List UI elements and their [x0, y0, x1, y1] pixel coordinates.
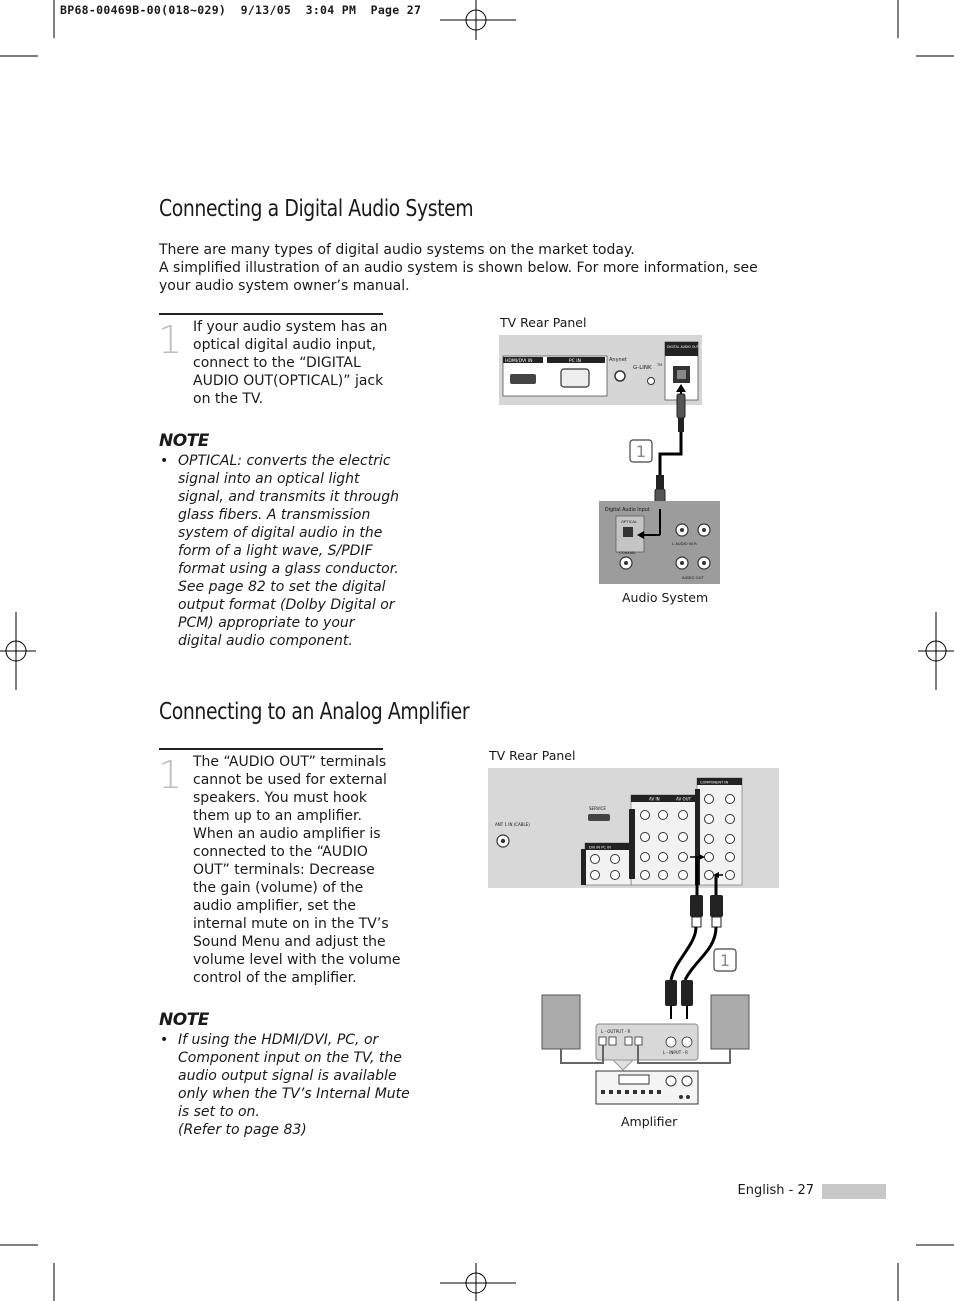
- note-title: NOTE: [159, 1010, 209, 1030]
- step-line: Sound Menu and adjust the: [193, 934, 386, 950]
- note-line: signal into an optical light: [178, 471, 360, 487]
- optical-plug-tv: [677, 394, 685, 418]
- step-line: speakers. You must hook: [193, 790, 367, 806]
- callout-number: 1: [635, 442, 647, 461]
- page-number: English - 27: [737, 1183, 814, 1198]
- note-line: signal, and transmits it through: [178, 489, 399, 505]
- step-line: volume level with the volume: [193, 952, 401, 968]
- step-line: control of the amplifier.: [193, 970, 357, 986]
- note-line: form of a light wave, S/PDIF: [178, 543, 373, 559]
- note-line: Component input on the TV, the: [178, 1050, 402, 1066]
- anynet-jack: [615, 371, 625, 381]
- note-line: (Refer to page 83): [178, 1122, 307, 1138]
- note-text: [178, 452, 399, 650]
- coaxial-label: COAXIAL: [619, 550, 636, 555]
- rca-plug-left: [690, 895, 703, 917]
- note-line: audio output signal is available: [178, 1068, 397, 1084]
- step-line: internal mute on in the TV’s: [193, 916, 389, 932]
- ant-label: ANT 1 IN (CABLE): [495, 822, 530, 827]
- optical-label: OPTICAL: [621, 519, 638, 524]
- component-in-label: COMPONENT IN: [700, 780, 729, 785]
- speaker-left: [542, 995, 580, 1049]
- note-line: system of digital audio in the: [178, 525, 383, 541]
- note-line: format using a glass conductor.: [178, 561, 399, 577]
- step-line: OUT” terminals: Decrease: [193, 862, 375, 878]
- av-out-label: AV OUT: [676, 796, 692, 802]
- step-line: connected to the “AUDIO: [193, 844, 368, 860]
- step-line: audio amplifier, set the: [193, 898, 357, 914]
- note-text: [178, 1031, 410, 1139]
- note-line: digital audio component.: [178, 633, 353, 649]
- section-title-digital-audio: Connecting a Digital Audio System: [159, 196, 474, 222]
- amplifier-caption: Amplifier: [621, 1114, 678, 1129]
- audio-system-caption: Audio System: [622, 590, 709, 605]
- dvi-pc-label: DVI IN PC IN: [589, 845, 611, 850]
- tv-rear-panel-caption: TV Rear Panel: [500, 315, 587, 330]
- step-number: 1: [158, 318, 183, 362]
- audio-out-l-jack: [705, 853, 714, 862]
- intro-text: [159, 241, 759, 295]
- note-line: If using the HDMI/DVI, PC, or: [178, 1032, 379, 1048]
- note-bullet: •: [160, 453, 169, 469]
- step-line: on the TV.: [193, 391, 264, 407]
- step-line: them up to an amplifier.: [193, 808, 362, 824]
- digital-audio-diagram: [495, 330, 735, 590]
- glink-label: G-LINK: [633, 365, 652, 371]
- step-text: [193, 753, 401, 987]
- anynet-label: Anynet: [609, 357, 627, 363]
- service-label: SERVICE: [589, 806, 606, 811]
- audio-in-label: L AUDIO IN R: [672, 541, 697, 546]
- note-line: glass fibers. A transmission: [178, 507, 371, 523]
- step-line: The “AUDIO OUT” terminals: [193, 754, 387, 770]
- rca-plug-right: [710, 895, 723, 917]
- intro-line-2: A simplified illustration of an audio system is shown below. For more information, see your audio system owner’s manual.: [159, 260, 758, 294]
- step-line: cannot be used for external: [193, 772, 387, 788]
- print-header: BP68-00469B-00(018~029) 9/13/05 3:04 PM Page 27: [60, 3, 422, 17]
- footer-bar: [822, 1184, 886, 1199]
- hdmi-port: [510, 374, 536, 384]
- step-rule: [159, 313, 383, 315]
- note-line: OPTICAL: converts the electric: [178, 453, 391, 469]
- step-line: the gain (volume) of the: [193, 880, 364, 896]
- speaker-right: [711, 995, 749, 1049]
- step-line: When an audio amplifier is: [193, 826, 381, 842]
- note-line: PCM) appropriate to your: [178, 615, 355, 631]
- amp-output-label: L - OUTPUT - R: [601, 1029, 631, 1034]
- note-line: is set to on.: [178, 1104, 260, 1120]
- intro-line-1: There are many types of digital audio systems on the market today.: [159, 242, 635, 258]
- note-line: only when the TV’s Internal Mute: [178, 1086, 410, 1102]
- analog-amplifier-diagram: [485, 765, 785, 1110]
- audio-out-r-jack: [705, 871, 714, 880]
- hdmi-label: HDMI/DVI IN: [505, 359, 533, 364]
- digital-input-label: Digital Audio Input: [605, 508, 650, 513]
- amp-input-label: L - INPUT - R: [663, 1050, 688, 1055]
- callout-number: 1: [719, 951, 731, 970]
- step-text: [193, 318, 387, 408]
- av-in-label: AV IN: [649, 796, 660, 802]
- step-line: AUDIO OUT(OPTICAL)” jack: [193, 373, 384, 389]
- note-title: NOTE: [159, 431, 209, 451]
- tv-rear-panel-caption: TV Rear Panel: [489, 748, 576, 763]
- digital-out-label: DIGITAL AUDIO OUT (OPTICAL): [667, 345, 716, 349]
- step-rule: [159, 748, 383, 750]
- step-line: connect to the “DIGITAL: [193, 355, 361, 371]
- pc-port: [561, 369, 589, 387]
- note-bullet: •: [160, 1032, 169, 1048]
- note-line: output format (Dolby Digital or: [178, 597, 395, 613]
- note-line: See page 82 to set the digital: [178, 579, 386, 595]
- step-line: If your audio system has an: [193, 319, 388, 335]
- audio-out-label: AUDIO OUT: [682, 575, 704, 580]
- section-title-analog-amplifier: Connecting to an Analog Amplifier: [159, 699, 470, 725]
- step-number: 1: [158, 753, 183, 797]
- tm-label: TM: [657, 363, 663, 367]
- pc-in-label: PC IN: [569, 359, 581, 364]
- step-line: optical digital audio input,: [193, 337, 377, 353]
